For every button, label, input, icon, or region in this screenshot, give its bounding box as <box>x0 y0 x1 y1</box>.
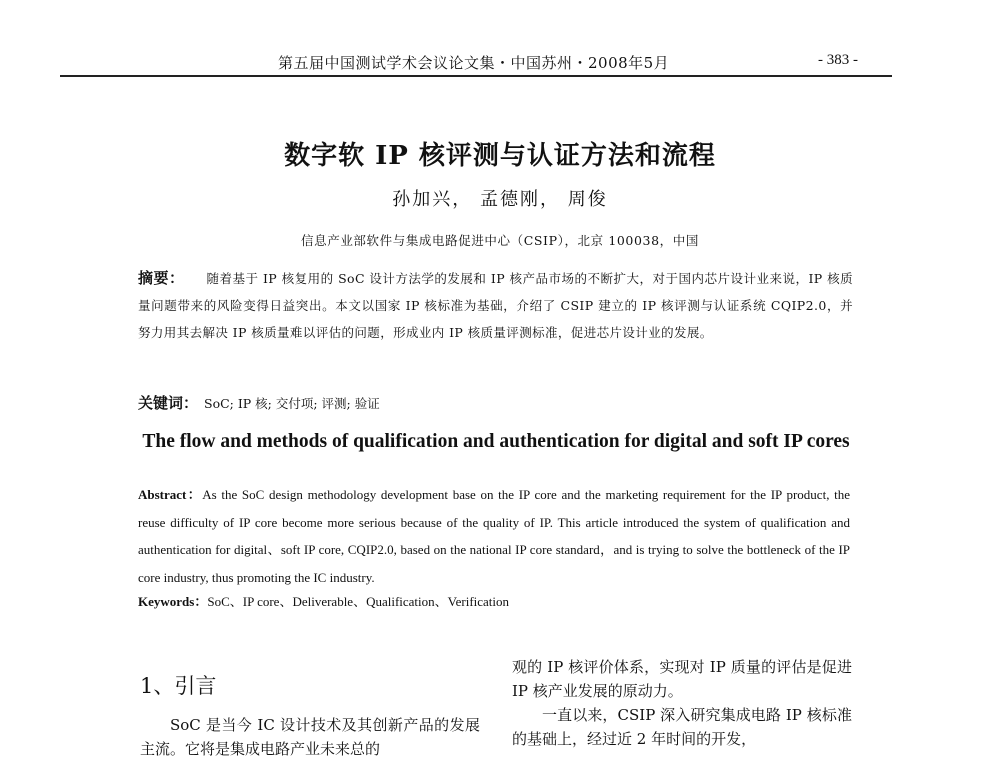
body-column-right <box>512 655 852 759</box>
keywords-en <box>138 591 850 610</box>
paper-title: 数字软 IP 核评测与认证方法和流程 <box>284 141 716 171</box>
abstract-cn <box>138 265 853 346</box>
keywords-en-text: SoC、IP core、Deliverable、Qualification、Verification <box>207 594 510 609</box>
body-column-left <box>140 713 480 759</box>
keywords-cn-text: SoC; IP 核; 交付项; 评测; 验证 <box>204 396 380 411</box>
abstract-en <box>138 481 850 591</box>
page-number: - 383 - <box>818 52 858 68</box>
paper-authors: 孙加兴， 孟德刚， 周俊 <box>392 189 608 210</box>
keywords-cn <box>138 392 853 413</box>
abstract-en-text: As the SoC design methodology development base on the IP core and the marketing requirement for the IP product, the reuse difficulty of IP core become more serious because of the quality of IP. This article introduced the system of qualification and authentication for digital、soft IP core, CQIP2.0, based on the national IP core standard，and is trying to solve the bottleneck of the IP core industry, thus promoting the IC industry. <box>138 487 850 585</box>
section-heading-introduction: 1、引言 <box>140 674 217 698</box>
body-paragraph: 一直以来，CSIP 深入研究集成电路 IP 核标准的基础上，经过近 2 年时间的开发， <box>512 706 852 748</box>
title-en: The flow and methods of qualification and authentication for digital and soft IP cores <box>142 431 850 452</box>
abstract-cn-text: 随着基于 IP 核复用的 SoC 设计方法学的发展和 IP 核产品市场的不断扩大，对于国内芯片设计业来说，IP 核质量问题带来的风险变得日益突出。本文以国家 IP 核标准为基础，介绍了 CSIP 建立的 IP 核评测与认证系统 CQIP2.0，并努力用其去解决 IP 核质量难以评估的问题，形成业内 IP 核质量评测标准，促进芯片设计业的发展。 <box>138 271 853 340</box>
running-header <box>0 50 1000 74</box>
abstract-en-label: Abstract： <box>138 487 203 502</box>
body-paragraph: 观的 IP 核评价体系，实现对 IP 质量的评估是促进 IP 核产业发展的原动力。 <box>512 658 852 700</box>
body-paragraph: SoC 是当今 IC 设计技术及其创新产品的发展主流。它将是集成电路产业未来总的 <box>140 716 480 758</box>
header-rule <box>60 75 892 77</box>
header-title: 第五届中国测试学术会议论文集・中国苏州・2008年5月 <box>278 54 670 72</box>
paper-affiliation: 信息产业部软件与集成电路促进中心（CSIP），北京 100038，中国 <box>301 233 699 248</box>
abstract-cn-label: 摘要： <box>138 269 185 287</box>
keywords-cn-label: 关键词： <box>138 394 199 412</box>
keywords-en-label: Keywords： <box>138 594 208 609</box>
